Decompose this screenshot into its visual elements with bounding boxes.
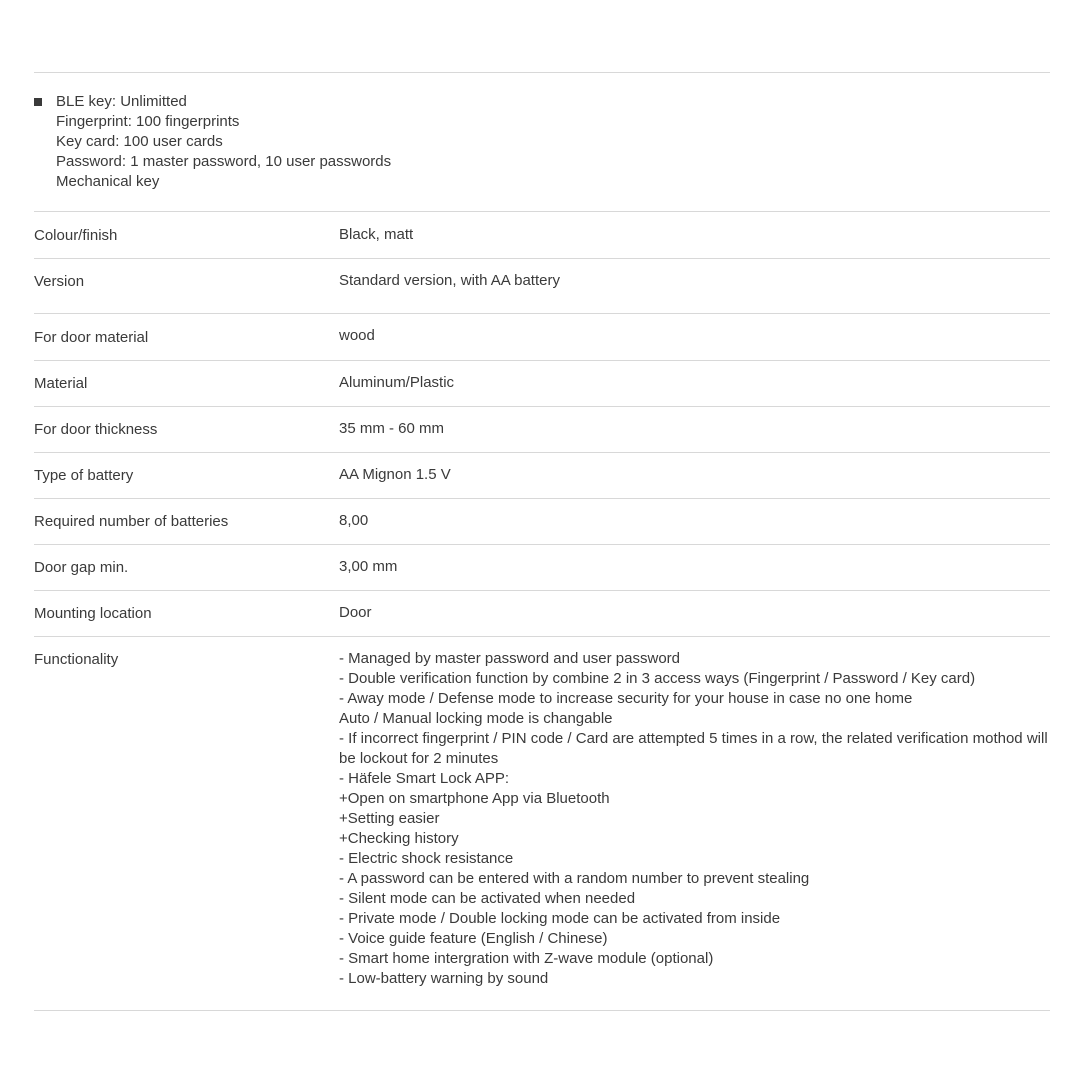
highlight-item: BLE key: Unlimitted [56, 93, 187, 110]
spec-row-battery-type [34, 452, 1050, 498]
highlight-item: Password: 1 master password, 10 user passwords [56, 153, 392, 170]
spec-row-version [34, 258, 1050, 313]
functionality-list [339, 649, 1050, 989]
functionality-line: - Away mode / Defense mode to increase security for your house in case no one home [339, 690, 913, 707]
functionality-line: +Setting easier [339, 810, 440, 827]
spec-row-mounting-location [34, 590, 1050, 636]
spec-value: wood [339, 327, 375, 344]
functionality-line: - Low-battery warning by sound [339, 970, 549, 987]
functionality-line: - Häfele Smart Lock APP: [339, 770, 510, 787]
spec-row-functionality [34, 636, 1050, 1011]
functionality-line: - If incorrect fingerprint / PIN code / Card are attempted 5 times in a row, the related verification mothod will be lockout for 2 minutes [339, 730, 1048, 767]
spec-label: For door thickness [34, 421, 158, 438]
functionality-line: - Private mode / Double locking mode can be activated from inside [339, 910, 781, 927]
functionality-line: - Double verification function by combine 2 in 3 access ways (Fingerprint / Password / Key card) [339, 670, 976, 687]
spec-value: Door [339, 604, 372, 621]
spec-label: Door gap min. [34, 559, 129, 576]
spec-value: Black, matt [339, 226, 414, 243]
spec-row-colour-finish [34, 211, 1050, 258]
spec-label: Material [34, 375, 88, 392]
spec-label: Required number of batteries [34, 513, 229, 530]
spec-row-material [34, 360, 1050, 406]
spec-label: Version [34, 273, 85, 290]
highlight-item: Key card: 100 user cards [56, 133, 223, 150]
spec-label: Type of battery [34, 467, 134, 484]
functionality-line: - Voice guide feature (English / Chinese) [339, 930, 608, 947]
spec-value: 8,00 [339, 512, 369, 529]
spec-label: Functionality [34, 651, 119, 668]
highlights-list [34, 73, 1050, 211]
spec-value: 35 mm - 60 mm [339, 420, 445, 437]
functionality-line: - Managed by master password and user password [339, 650, 681, 667]
highlight-item: Fingerprint: 100 fingerprints [56, 113, 240, 130]
spec-row-door-gap [34, 544, 1050, 590]
spec-row-door-thickness [34, 406, 1050, 452]
spec-value: AA Mignon 1.5 V [339, 466, 451, 483]
spec-value: 3,00 mm [339, 558, 398, 575]
functionality-line: +Checking history [339, 830, 459, 847]
functionality-line: - A password can be entered with a random number to prevent stealing [339, 870, 810, 887]
functionality-line: - Silent mode can be activated when needed [339, 890, 636, 907]
spec-row-battery-count [34, 498, 1050, 544]
spec-value: Standard version, with AA battery [339, 272, 560, 289]
highlight-item: Mechanical key [56, 173, 160, 190]
spec-row-door-material [34, 313, 1050, 360]
functionality-line: - Electric shock resistance [339, 850, 514, 867]
spec-label: For door material [34, 329, 149, 346]
functionality-line: +Open on smartphone App via Bluetooth [339, 790, 610, 807]
functionality-line: Auto / Manual locking mode is changable [339, 710, 613, 727]
spec-table [34, 72, 1050, 1011]
bullet-square-icon [34, 98, 42, 106]
functionality-line: - Smart home intergration with Z-wave module (optional) [339, 950, 714, 967]
spec-value: Aluminum/Plastic [339, 374, 455, 391]
spec-label: Colour/finish [34, 227, 118, 244]
spec-label: Mounting location [34, 605, 152, 622]
